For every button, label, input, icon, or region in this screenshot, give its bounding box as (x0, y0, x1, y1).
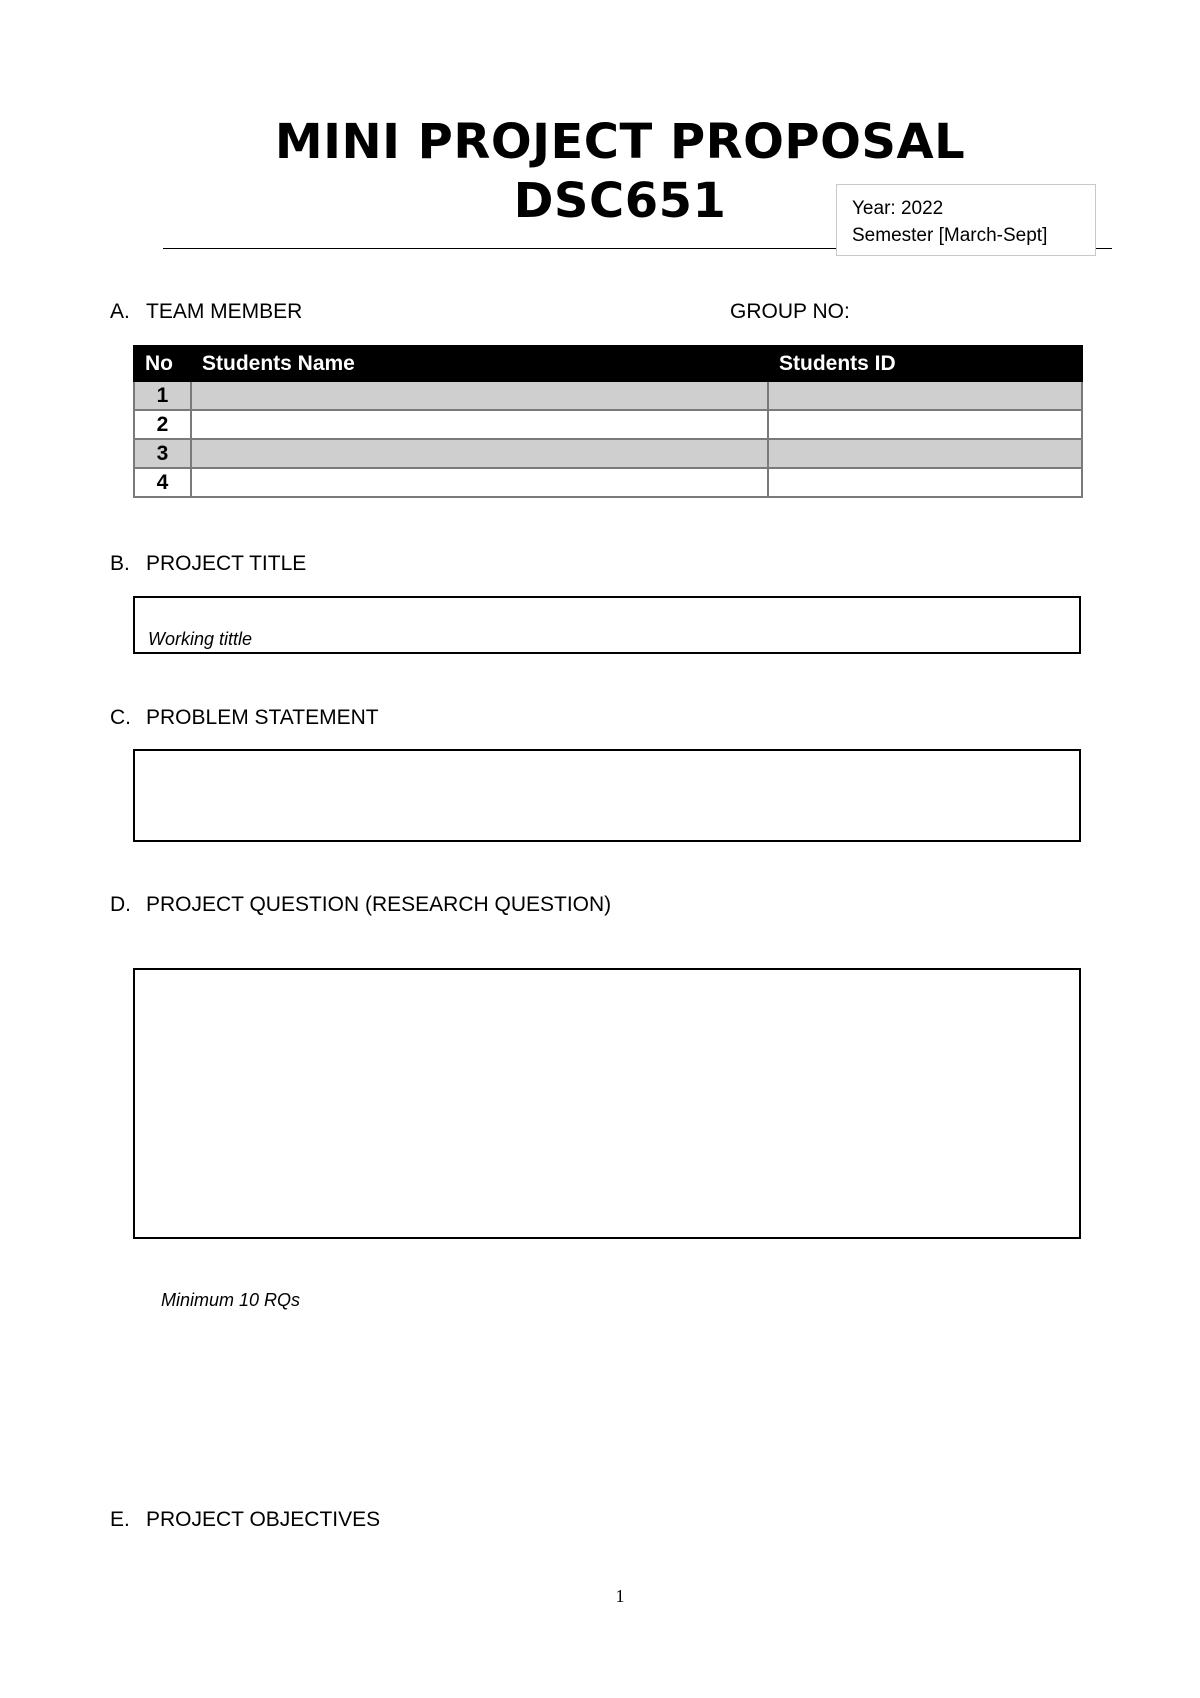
student-name-cell[interactable] (191, 468, 768, 497)
minimum-rqs-note: Minimum 10 RQs (161, 1290, 301, 1310)
section-title: PROBLEM STATEMENT (146, 706, 379, 729)
student-name-cell[interactable] (191, 439, 768, 468)
working-title-placeholder: Working tittle (148, 629, 253, 649)
course-code: DSC651 (513, 173, 727, 229)
section-a-heading (110, 300, 302, 324)
year-semester-box (836, 184, 1096, 256)
student-id-cell[interactable] (768, 439, 1082, 468)
table-row (134, 468, 1082, 497)
section-title: PROJECT OBJECTIVES (146, 1508, 381, 1531)
section-letter: E. (110, 1508, 130, 1531)
student-name-cell[interactable] (191, 381, 768, 410)
semester-label: Semester [March-Sept] (852, 225, 1048, 246)
document-title: MINI PROJECT PROPOSAL (274, 114, 966, 170)
row-number: 2 (134, 410, 191, 439)
section-letter: A. (110, 300, 130, 323)
problem-statement-box[interactable] (133, 749, 1081, 842)
section-b-heading (110, 552, 306, 576)
student-id-cell[interactable] (768, 381, 1082, 410)
table-row (134, 381, 1082, 410)
table-row (134, 439, 1082, 468)
section-d-heading (110, 893, 611, 917)
research-question-box[interactable] (133, 968, 1081, 1239)
section-letter: C. (110, 706, 131, 729)
group-number-label: GROUP NO: (730, 300, 850, 323)
student-id-cell[interactable] (768, 410, 1082, 439)
section-letter: B. (110, 552, 130, 575)
table-row (134, 410, 1082, 439)
column-header-name: Students Name (191, 346, 768, 381)
table-header-row (134, 346, 1082, 381)
section-title: PROJECT QUESTION (RESEARCH QUESTION) (146, 893, 612, 916)
student-name-cell[interactable] (191, 410, 768, 439)
section-title: TEAM MEMBER (146, 300, 303, 323)
section-e-heading (110, 1508, 380, 1532)
team-member-table (133, 345, 1083, 498)
column-header-no: No (134, 346, 191, 381)
page-number: 1 (615, 1586, 625, 1606)
row-number: 4 (134, 468, 191, 497)
year-label: Year: 2022 (852, 198, 944, 219)
row-number: 1 (134, 381, 191, 410)
section-title: PROJECT TITLE (146, 552, 307, 575)
student-id-cell[interactable] (768, 468, 1082, 497)
column-header-id: Students ID (768, 346, 1082, 381)
section-letter: D. (110, 893, 131, 916)
section-c-heading (110, 706, 379, 730)
row-number: 3 (134, 439, 191, 468)
project-title-box[interactable] (133, 596, 1081, 654)
